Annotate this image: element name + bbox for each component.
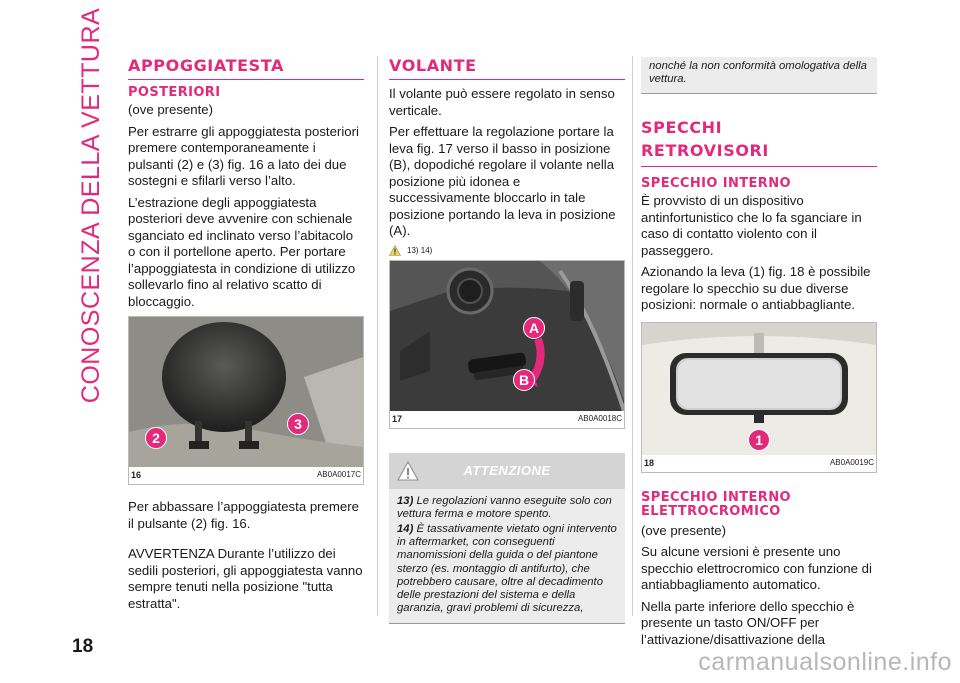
paragraph: Azionando la leva (1) fig. 18 è possibile regolare lo specchio su due diverse posizioni: normale o antiabbagliante. (641, 264, 871, 313)
steering-illustration (390, 261, 624, 411)
paragraph: È provvisto di un dispositivo antinfortunistico che lo fa sganciare in caso di contatto violento con il passeggero. (641, 193, 862, 258)
watermark: carmanualsonline.info (698, 648, 952, 676)
attention-box (389, 453, 625, 625)
figure-number: 16 (131, 470, 142, 480)
paragraph: L’estrazione degli appoggiatesta posteriori deve avvenire con schienale sganciato ed inclinato verso l’abitacolo o con il portellone aperto. Per portare l’appoggiatesta in condizione di utilizzo sollevarlo fino al relativo scatto di bloccaggio. (128, 194, 356, 309)
paragraph: Il volante può essere regolato in senso verticale. (389, 86, 615, 118)
paragraph: (ove presente) (128, 102, 214, 117)
figure-17 (389, 260, 625, 429)
heading-mirrors: SPECCHI RETROVISORI (641, 116, 877, 167)
figure-number: 18 (644, 457, 655, 468)
paragraph: Per effettuare la regolazione portare la leva fig. 17 verso il basso in posizione (B), dopodiché regolare il volante nella posizione più idonea e successivamente bloccarlo in tale posizione portando la leva in posizione (A). (389, 124, 616, 238)
attention-continuation: nonché la non conformità omologativa della vettura. (641, 57, 877, 94)
column-headrests (128, 56, 364, 617)
page-number: 18 (72, 636, 94, 657)
figure-caption (642, 455, 876, 472)
figure-code: AB0A0018C (577, 413, 622, 423)
callout-A: A (523, 317, 545, 339)
callout-B: B (513, 369, 535, 391)
attention-item-14: 14) È tassativamente vietato ogni intervento in aftermarket, con conseguenti manomissioni della guida o del piantone sterzo (es. montaggio di antifurto), che potrebbero causare, oltre al decadimento delle prestazioni del sistema e della garanzia, gravi problemi di sicurezza, (397, 522, 617, 615)
attention-body (389, 489, 625, 625)
column-steering-wheel (389, 56, 625, 624)
callout-1: 1 (748, 429, 770, 451)
heading-steering-wheel: VOLANTE (389, 56, 625, 80)
steering-photo (390, 261, 624, 411)
attention-title: ATTENZIONE (463, 463, 551, 478)
paragraph: Per abbassare l’appoggiatesta premere il pulsante (2) fig. 16. (128, 499, 359, 531)
figure-code: AB0A0017C (316, 470, 361, 479)
subheading-rear: POSTERIORI (128, 85, 221, 100)
attention-header (389, 453, 625, 489)
warning-references: 13) 14) (389, 245, 625, 256)
figure-number: 17 (392, 413, 403, 424)
paragraph: Per estrarre gli appoggiatesta posteriori premere contemporaneamente i pulsanti (2) e (3) fig. 16 a lato dei due sostegni e sfilarli verso l’alto. (128, 123, 359, 188)
section-side-title: CONOSCENZA DELLA VETTURA (77, 7, 106, 403)
callout-2: 2 (145, 427, 167, 449)
column-divider (377, 56, 378, 616)
warning-triangle-icon (389, 245, 401, 256)
figure-code: AB0A0019C (829, 457, 874, 467)
subheading-interior-mirror: SPECCHIO INTERNO (641, 176, 791, 192)
paragraph: (ove presente) (641, 522, 727, 538)
figure-caption (390, 411, 624, 428)
figure-caption (129, 467, 363, 484)
mirror-photo (642, 323, 876, 455)
figure-18 (641, 322, 877, 473)
column-mirrors (641, 58, 877, 653)
subheading-electrochromic-mirror: SPECCHIO INTERNO ELETTROCROMICO (641, 489, 791, 519)
paragraph: Nella parte inferiore dello specchio è presente un tasto ON/OFF per l’attivazione/disattivazione della (641, 598, 855, 647)
paragraph: Su alcune versioni è presente uno specchio elettrocromico con funzione di antiabbagliamento automatico. (641, 544, 872, 593)
figure-16 (128, 316, 364, 485)
heading-headrests: APPOGGIATESTA (128, 56, 364, 80)
column-divider (632, 56, 633, 616)
headrest-photo (129, 317, 363, 467)
callout-3: 3 (287, 413, 309, 435)
attention-item-13: 13) Le regolazioni vanno eseguite solo con vettura ferma e motore spento. (397, 494, 612, 520)
paragraph: AVVERTENZA Durante l’utilizzo dei sedili posteriori, gli appoggiatesta vanno sempre tenuti nella posizione "tutta estratta". (128, 546, 363, 611)
